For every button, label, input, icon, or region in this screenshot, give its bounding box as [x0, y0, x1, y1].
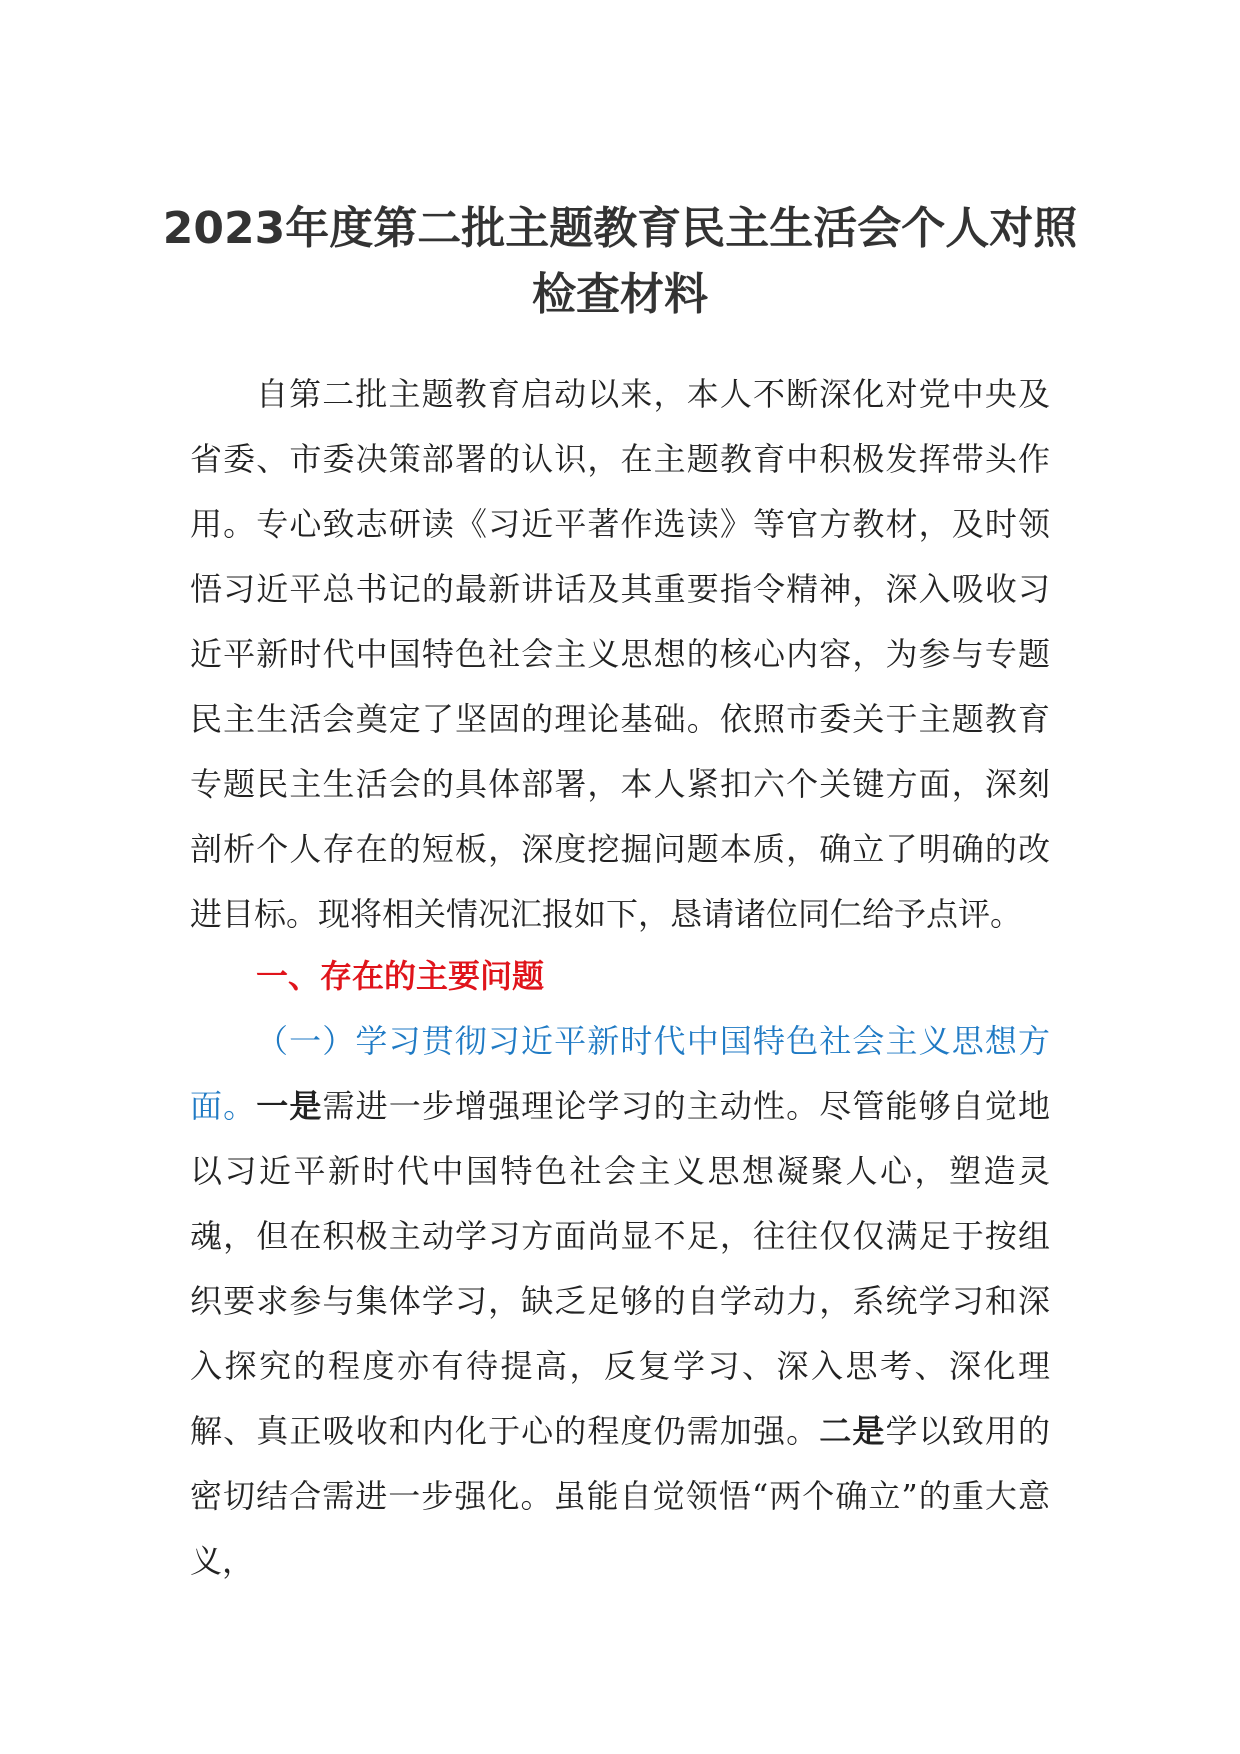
point-two-marker: 二是 [819, 1412, 886, 1450]
point-two-text: 学以致用的密切结合需进一步强化。虽能自觉领悟“两个确立”的重大意义， [190, 1412, 1050, 1580]
section-heading: 一、存在的主要问题 [256, 957, 545, 995]
document-title: 2023年度第二批主题教育民主生活会个人对照检查材料 [162, 203, 1078, 320]
intro-paragraph: 自第二批主题教育启动以来，本人不断深化对党中央及省委、市委决策部署的认识，在主题教育中积极发挥带头作用。专心致志研读《习近平著作选读》等官方教材，及时领悟习近平总书记的最新讲话及其重要指令精神，深入吸收习近平新时代中国特色社会主义思想的核心内容，为参与专题民主生活会奠定了坚固的理论基础。依照市委关于主题教育专题民主生活会的具体部署，本人紧扣六个关键方面，深刻剖析个人存在的短板，深度挖掘问题本质，确立了明确的改进目标。现将相关情况汇报如下，恳请诸位同仁给予点评。 [190, 375, 1050, 933]
subsection-heading: （一）学习贯彻习近平新时代中国特色社会主义思想方面。 [190, 1022, 1050, 1125]
subsection-paragraph [190, 1009, 1050, 1594]
point-one-marker: 一是 [256, 1087, 323, 1125]
point-one-text: 需进一步增强理论学习的主动性。尽管能够自觉地以习近平新时代中国特色社会主义思想凝聚人心，塑造灵魂，但在积极主动学习方面尚显不足，往往仅仅满足于按组织要求参与集体学习，缺乏足够的自学动力，系统学习和深入探究的程度亦有待提高，反复学习、深入思考、深化理解、真正吸收和内化于心的程度仍需加强。 [190, 1087, 1050, 1450]
